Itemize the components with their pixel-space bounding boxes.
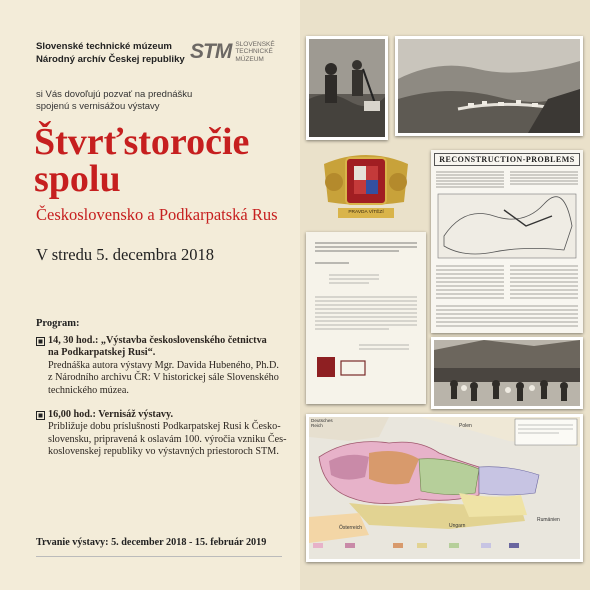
map-label-romania: Rumänien [537,517,560,523]
map-label-poland: Polen [459,423,472,429]
photo-valley-village [395,36,583,136]
event-date: V stredu 5. decembra 2018 [36,245,214,264]
program-item-vernissage: 16,00 hod.: Vernisáž výstavy. Približuje dobu príslušnosti Podkarpatskej Rusi k Česko- slovensku, pripravená k oslavám 100. výročia vzniku Čes- koslovenskej republiky vo výstavných priestoroch STM. [36,409,290,459]
map-label-austria: Österreich [339,525,363,531]
historical-map [306,414,583,562]
newspaper-headline: RECONSTRUCTION-PROBLEMS [434,153,580,166]
bullet-square-icon [36,337,45,346]
photo-workers [306,36,388,140]
exhibition-title: Štvrťstoročie spolu [34,121,250,200]
organizer-museum: Slovenské technické múzeum [36,41,172,52]
map-label-hungary: Ungarn [449,523,466,529]
program-item-lecture: 14, 30 hod.: „Výstavba československého četnictva na Podkarpatskej Rusi“. Prednáška autora výstavy Mgr. Davida Hubeného, Ph.D. z Národního archivu ČR: V historickej sále Slovenského technického múzea. [36,335,290,397]
stm-logo [190,40,275,64]
photo-village-crowd [431,337,583,409]
bottom-divider [36,556,282,557]
program-heading: Program: [36,318,80,329]
stm-logo-text: SLOVENSKÉ TECHNICKÉ MÚZEUM [235,40,275,63]
invitation-text: si Vás dovoľujú pozvať na prednášku spojenú s vernisážou výstavy [36,89,193,112]
stm-logo-mark: STM [190,40,232,63]
coat-of-arms [316,142,416,224]
organizer-archive: Národný archív Českej republiky [36,54,185,65]
typed-document [306,232,426,404]
bullet-square-icon [36,411,45,420]
exhibition-duration: Trvanie výstavy: 5. december 2018 - 15. február 2019 [36,537,267,548]
coat-of-arms-motto: PRAVDA VÍTĚZÍ [348,210,384,215]
exhibition-subtitle: Československo a Podkarpatská Rus [36,205,278,224]
map-label-germany: Deutsches Reich [311,418,333,428]
image-collage [300,0,590,590]
organizers [36,40,185,66]
newspaper-clipping [431,150,583,333]
